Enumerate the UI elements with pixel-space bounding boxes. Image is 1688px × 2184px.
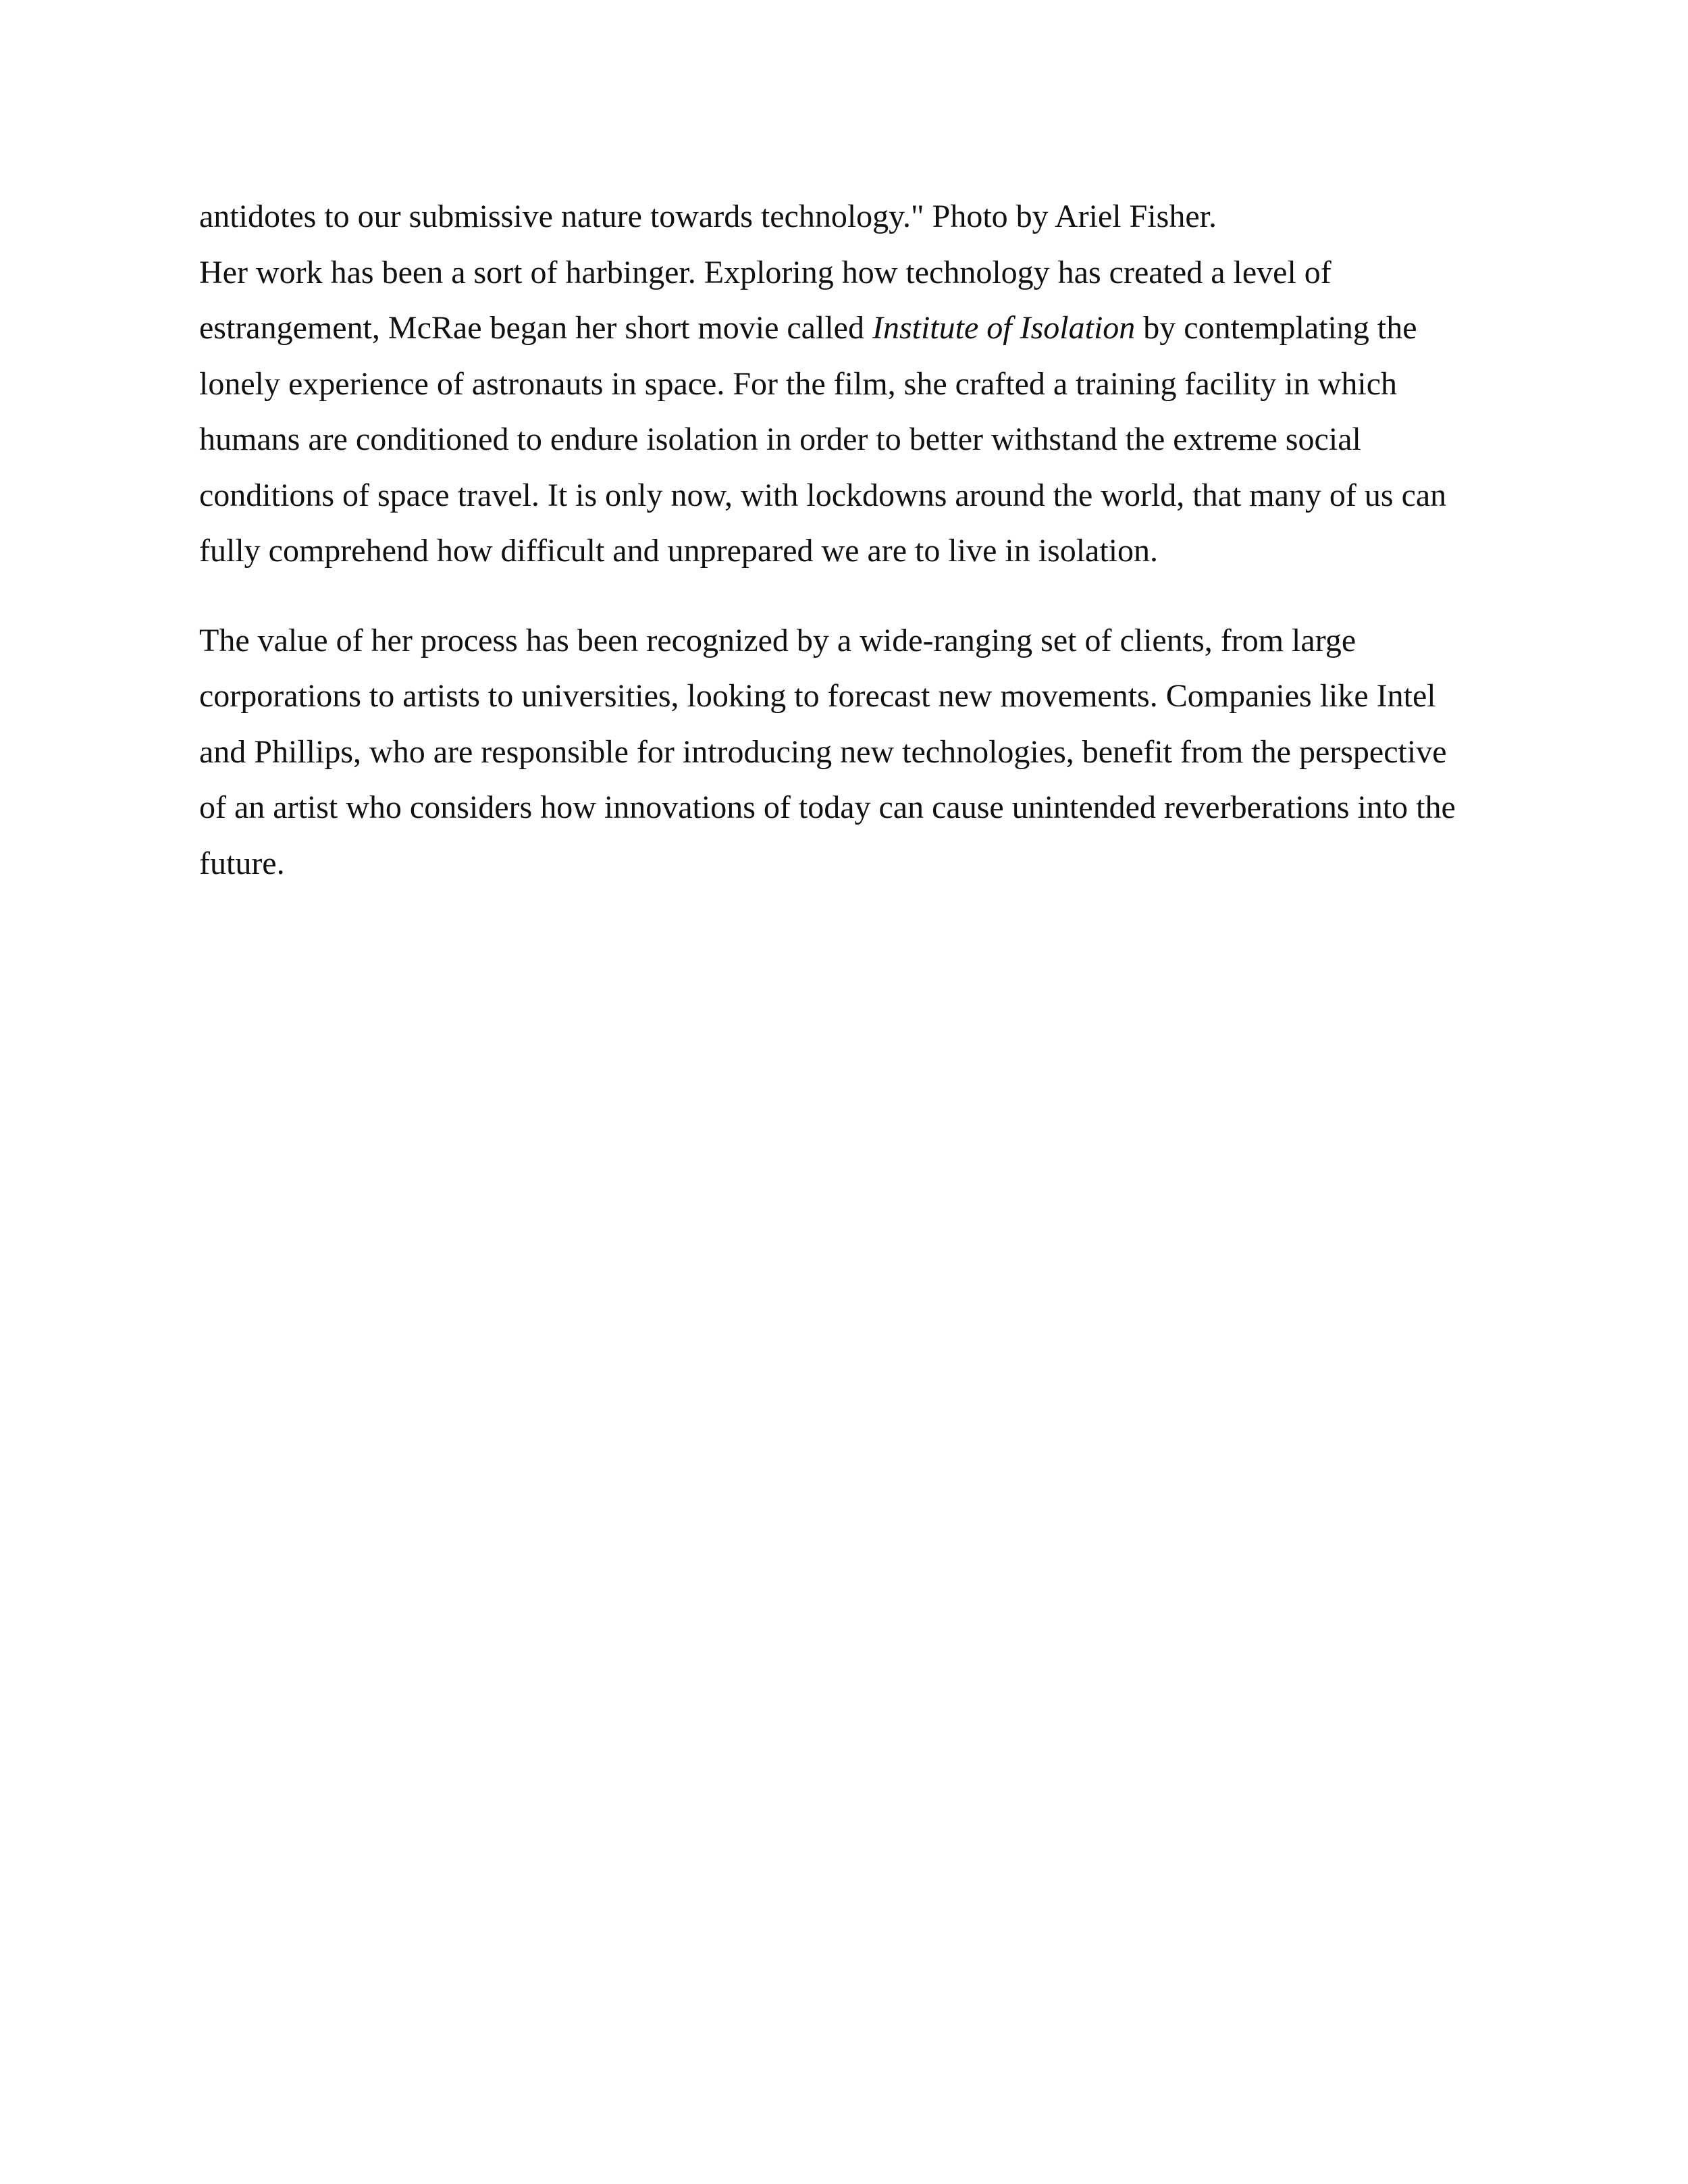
paragraph-line: Her work has been a sort of harbinger. Exploring how technology has created a level of	[199, 254, 1331, 290]
paragraph-line: and Phillips, who are responsible for introducing new technologies, benefit from the perspective	[199, 733, 1447, 770]
paragraph-text: by contemplating the	[1135, 310, 1417, 346]
paragraph-text: estrangement, McRae began her short movie called	[199, 310, 872, 346]
paragraph-line: of an artist who considers how innovations of today can cause unintended reverberations into the	[199, 789, 1456, 825]
paragraph-line: The value of her process has been recognized by a wide-ranging set of clients, from large	[199, 622, 1356, 658]
paragraph-clients	[199, 613, 1516, 892]
photo-caption-tail: antidotes to our submissive nature towards technology." Photo by Ariel Fisher.	[199, 199, 1217, 234]
film-title: Institute of Isolation	[872, 310, 1136, 346]
article-body	[199, 189, 1516, 891]
paragraph-line: lonely experience of astronauts in space. For the film, she crafted a training facility in which	[199, 365, 1398, 402]
paragraph-line	[199, 301, 1516, 357]
paragraph-line: conditions of space travel. It is only now, with lockdowns around the world, that many of us can	[199, 477, 1447, 513]
paragraph-line: fully comprehend how difficult and unprepared we are to live in isolation.	[199, 533, 1159, 569]
paragraph-line: corporations to artists to universities, looking to forecast new movements. Companies like Intel	[199, 678, 1436, 714]
paragraph-spacer	[199, 579, 1516, 613]
paragraph-line: future.	[199, 845, 285, 881]
paragraph-isolation	[199, 245, 1516, 579]
paragraph-line: humans are conditioned to endure isolation in order to better withstand the extreme social	[199, 421, 1361, 457]
